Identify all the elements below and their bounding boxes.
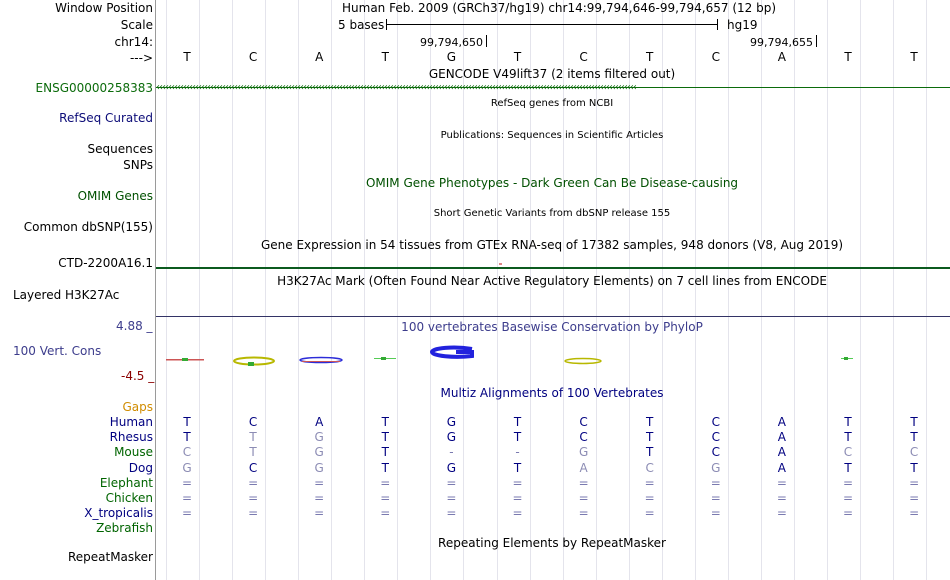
aligned-base: T	[381, 460, 389, 475]
aligned-base: A	[777, 460, 786, 475]
aligned-base: =	[512, 506, 523, 521]
aligned-base: =	[380, 475, 391, 490]
gencode-gene-feature[interactable]	[156, 80, 950, 94]
species-label[interactable]: Mouse	[114, 445, 153, 460]
phylop-min-label: -4.5 _	[121, 369, 155, 383]
aligned-base: =	[776, 475, 787, 490]
omim-label[interactable]: OMIM Genes	[77, 189, 153, 203]
base-letter[interactable]: T	[910, 50, 918, 64]
scale-bar	[386, 24, 718, 25]
aligned-base: C	[843, 445, 853, 460]
aligned-base: =	[909, 475, 920, 490]
aligned-base: A	[777, 415, 786, 429]
aligned-base: C	[248, 460, 258, 475]
species-label[interactable]: Rhesus	[109, 430, 153, 445]
aligned-base: =	[512, 475, 523, 490]
base-letter[interactable]: C	[711, 50, 720, 64]
aligned-base: T	[910, 430, 918, 445]
logo-C	[565, 359, 601, 364]
repeatmasker-label[interactable]: RepeatMasker	[67, 550, 153, 564]
aligned-base: =	[644, 475, 655, 490]
aligned-base: =	[446, 506, 457, 521]
multiz-track-title[interactable]: Multiz Alignments of 100 Vertebrates	[440, 386, 664, 400]
refseq-track-title[interactable]: RefSeq genes from NCBI	[490, 98, 614, 109]
aligned-base: T	[844, 460, 852, 475]
species-label[interactable]: X_tropicalis	[84, 506, 153, 521]
aligned-base: =	[710, 475, 721, 490]
scale-bases-text: 5 bases	[338, 18, 385, 32]
aligned-base: =	[446, 475, 457, 490]
species-label[interactable]: Human	[109, 415, 153, 429]
coord-tick-label: 99,794,655	[750, 36, 813, 49]
aligned-base: C	[909, 445, 919, 460]
phylop-logo	[156, 340, 950, 370]
assembly-label: hg19	[727, 18, 758, 32]
aligned-base: C	[579, 415, 588, 429]
aligned-base: =	[512, 491, 523, 505]
base-letter[interactable]: T	[844, 50, 852, 64]
aligned-base: C	[248, 415, 258, 429]
aligned-base: T	[381, 445, 389, 460]
aligned-base: T	[844, 430, 852, 445]
base-letter[interactable]: A	[777, 50, 786, 64]
gencode-track-title[interactable]: GENCODE V49lift37 (2 items filtered out)	[428, 67, 676, 81]
aligned-base: G	[314, 445, 324, 460]
species-label[interactable]: Dog	[128, 460, 153, 475]
coord-tick-label: 99,794,650	[420, 36, 483, 49]
aligned-base: C	[645, 460, 654, 475]
aligned-base: T	[513, 430, 522, 445]
aligned-base: G	[182, 460, 192, 475]
species-label[interactable]: Elephant	[99, 475, 153, 490]
aligned-base: -	[515, 445, 520, 460]
aligned-base: A	[777, 430, 786, 445]
omim-track-title[interactable]: OMIM Gene Phenotypes - Dark Green Can Be Disease-causing	[365, 176, 739, 190]
aligned-base: T	[513, 460, 522, 475]
species-label[interactable]: Zebrafish	[96, 521, 153, 536]
aligned-base: C	[711, 430, 720, 445]
aligned-base: C	[711, 445, 720, 460]
aligned-base: =	[578, 491, 589, 505]
logo-T	[381, 357, 386, 360]
aligned-base: G	[446, 430, 457, 445]
aligned-base: =	[248, 506, 259, 521]
aligned-base: G	[314, 460, 324, 475]
aligned-base: =	[710, 506, 721, 521]
gtex-gene-label[interactable]: CTD-2200A16.1	[58, 256, 153, 270]
h3k27ac-track-title[interactable]: H3K27Ac Mark (Often Found Near Active Regulatory Elements) on 7 cell lines from ENCODE	[277, 274, 827, 288]
aligned-base: =	[380, 491, 391, 505]
phylop-max-label: 4.88 _	[116, 319, 153, 333]
aligned-base: =	[446, 491, 457, 505]
aligned-base: =	[644, 506, 655, 521]
aligned-base: =	[181, 506, 193, 521]
base-letter[interactable]: C	[579, 50, 588, 64]
snps-label[interactable]: SNPs	[123, 158, 153, 172]
base-letter[interactable]: C	[248, 50, 258, 64]
aligned-base: C	[579, 430, 588, 445]
aligned-base: =	[909, 491, 920, 505]
aligned-base: T	[646, 445, 654, 460]
gtex-gene-bar[interactable]	[156, 267, 950, 269]
aligned-base: =	[909, 506, 920, 521]
dbsnp-label[interactable]: Common dbSNP(155)	[23, 220, 153, 234]
aligned-base: =	[314, 506, 325, 521]
logo-C	[248, 362, 254, 366]
aligned-base: T	[910, 415, 918, 429]
chrom-label: chr14:	[114, 35, 153, 49]
aligned-base: =	[776, 506, 787, 521]
strand-arrows-icon: ‹‹‹‹‹‹‹‹‹‹‹‹‹‹‹‹‹‹‹‹‹‹‹‹‹‹‹‹‹‹‹‹‹‹‹‹‹‹‹‹‹‹‹‹‹‹‹‹‹‹‹‹‹‹‹‹‹‹‹‹‹‹‹‹‹‹‹‹‹‹‹‹‹‹‹‹‹‹‹‹‹‹‹‹‹‹‹‹‹‹‹‹‹‹‹‹‹‹‹‹‹‹‹‹‹‹‹‹‹‹‹‹‹‹‹‹‹‹‹‹‹‹‹‹‹‹‹‹‹‹‹‹‹‹‹‹‹‹‹‹‹‹‹‹‹‹‹‹‹‹‹‹‹‹‹‹‹‹‹‹	[156, 82, 636, 93]
window-position-label: Window Position	[55, 1, 153, 15]
logo-A	[302, 361, 340, 362]
base-letter[interactable]: G	[446, 50, 457, 64]
aligned-base: =	[248, 475, 259, 490]
coord-tick	[816, 35, 817, 47]
phylop-track-title[interactable]: 100 vertebrates Basewise Conservation by PhyloP	[401, 320, 703, 334]
aligned-base: G	[711, 460, 721, 475]
aligned-base: T	[249, 445, 257, 460]
base-letter[interactable]: T	[381, 50, 389, 64]
gencode-gene-label[interactable]: ENSG00000258383	[35, 81, 153, 95]
aligned-base: T	[249, 430, 257, 445]
dbsnp-track-title[interactable]: Short Genetic Variants from dbSNP release 155	[433, 208, 671, 219]
base-letter[interactable]: T	[646, 50, 654, 64]
phylop-label[interactable]: 100 Vert. Cons	[13, 344, 102, 358]
scale-label: Scale	[120, 18, 153, 32]
aligned-base: G	[578, 445, 589, 460]
aligned-base: G	[314, 430, 324, 445]
aligned-base: -	[449, 445, 454, 460]
aligned-base: =	[314, 491, 325, 505]
aligned-base: T	[646, 415, 654, 429]
scale-bar-left-tick	[386, 19, 387, 30]
aligned-base: T	[646, 430, 654, 445]
h3k27ac-baseline	[156, 316, 950, 317]
repeatmasker-track-title[interactable]: Repeating Elements by RepeatMasker	[438, 536, 666, 550]
publications-track-title[interactable]: Publications: Sequences in Scientific Articles	[440, 130, 664, 141]
aligned-base: G	[446, 415, 457, 429]
scale-bar-right-tick	[717, 19, 718, 30]
aligned-base: T	[183, 430, 191, 445]
aligned-base: G	[446, 460, 457, 475]
gtex-expression-mark	[499, 263, 502, 265]
aligned-base: T	[844, 415, 852, 429]
base-letter[interactable]: T	[513, 50, 522, 64]
base-letter[interactable]: T	[183, 50, 191, 64]
aligned-base: =	[842, 475, 854, 490]
gtex-track-title[interactable]: Gene Expression in 54 tissues from GTEx RNA-seq of 17382 samples, 948 donors (V8, Aug 2019)	[260, 238, 844, 252]
logo-T	[182, 358, 188, 361]
aligned-base: A	[579, 460, 588, 475]
aligned-base: =	[248, 491, 259, 505]
aligned-base: =	[710, 491, 721, 505]
sequences-label[interactable]: Sequences	[87, 142, 153, 156]
aligned-base: =	[578, 475, 589, 490]
refseq-label[interactable]: RefSeq Curated	[59, 111, 153, 125]
aligned-base: =	[644, 491, 655, 505]
window-position-text: Human Feb. 2009 (GRCh37/hg19) chr14:99,794,646-99,794,657 (12 bp)	[342, 1, 777, 15]
aligned-base: T	[183, 415, 191, 429]
logo-T	[844, 357, 848, 360]
strand-arrow-label[interactable]: --->	[129, 51, 153, 65]
aligned-base: T	[381, 430, 389, 445]
aligned-base: C	[711, 415, 720, 429]
aligned-base: =	[181, 491, 193, 505]
aligned-base: =	[842, 491, 854, 505]
aligned-base: =	[842, 506, 854, 521]
aligned-base: T	[513, 415, 522, 429]
gaps-label[interactable]: Gaps	[122, 400, 153, 414]
aligned-base: T	[910, 460, 918, 475]
logo-G	[432, 348, 472, 357]
aligned-base: A	[315, 415, 324, 429]
base-letter[interactable]: A	[315, 50, 324, 64]
aligned-base: C	[182, 445, 192, 460]
aligned-base: =	[380, 506, 391, 521]
aligned-base: T	[381, 415, 389, 429]
aligned-base: =	[181, 475, 193, 490]
species-label[interactable]: Chicken	[105, 491, 153, 505]
coord-tick	[486, 35, 487, 47]
aligned-base: =	[314, 475, 325, 490]
aligned-base: =	[776, 491, 787, 505]
aligned-base: A	[777, 445, 786, 460]
h3k27ac-label[interactable]: Layered H3K27Ac	[13, 288, 120, 302]
aligned-base: =	[578, 506, 589, 521]
